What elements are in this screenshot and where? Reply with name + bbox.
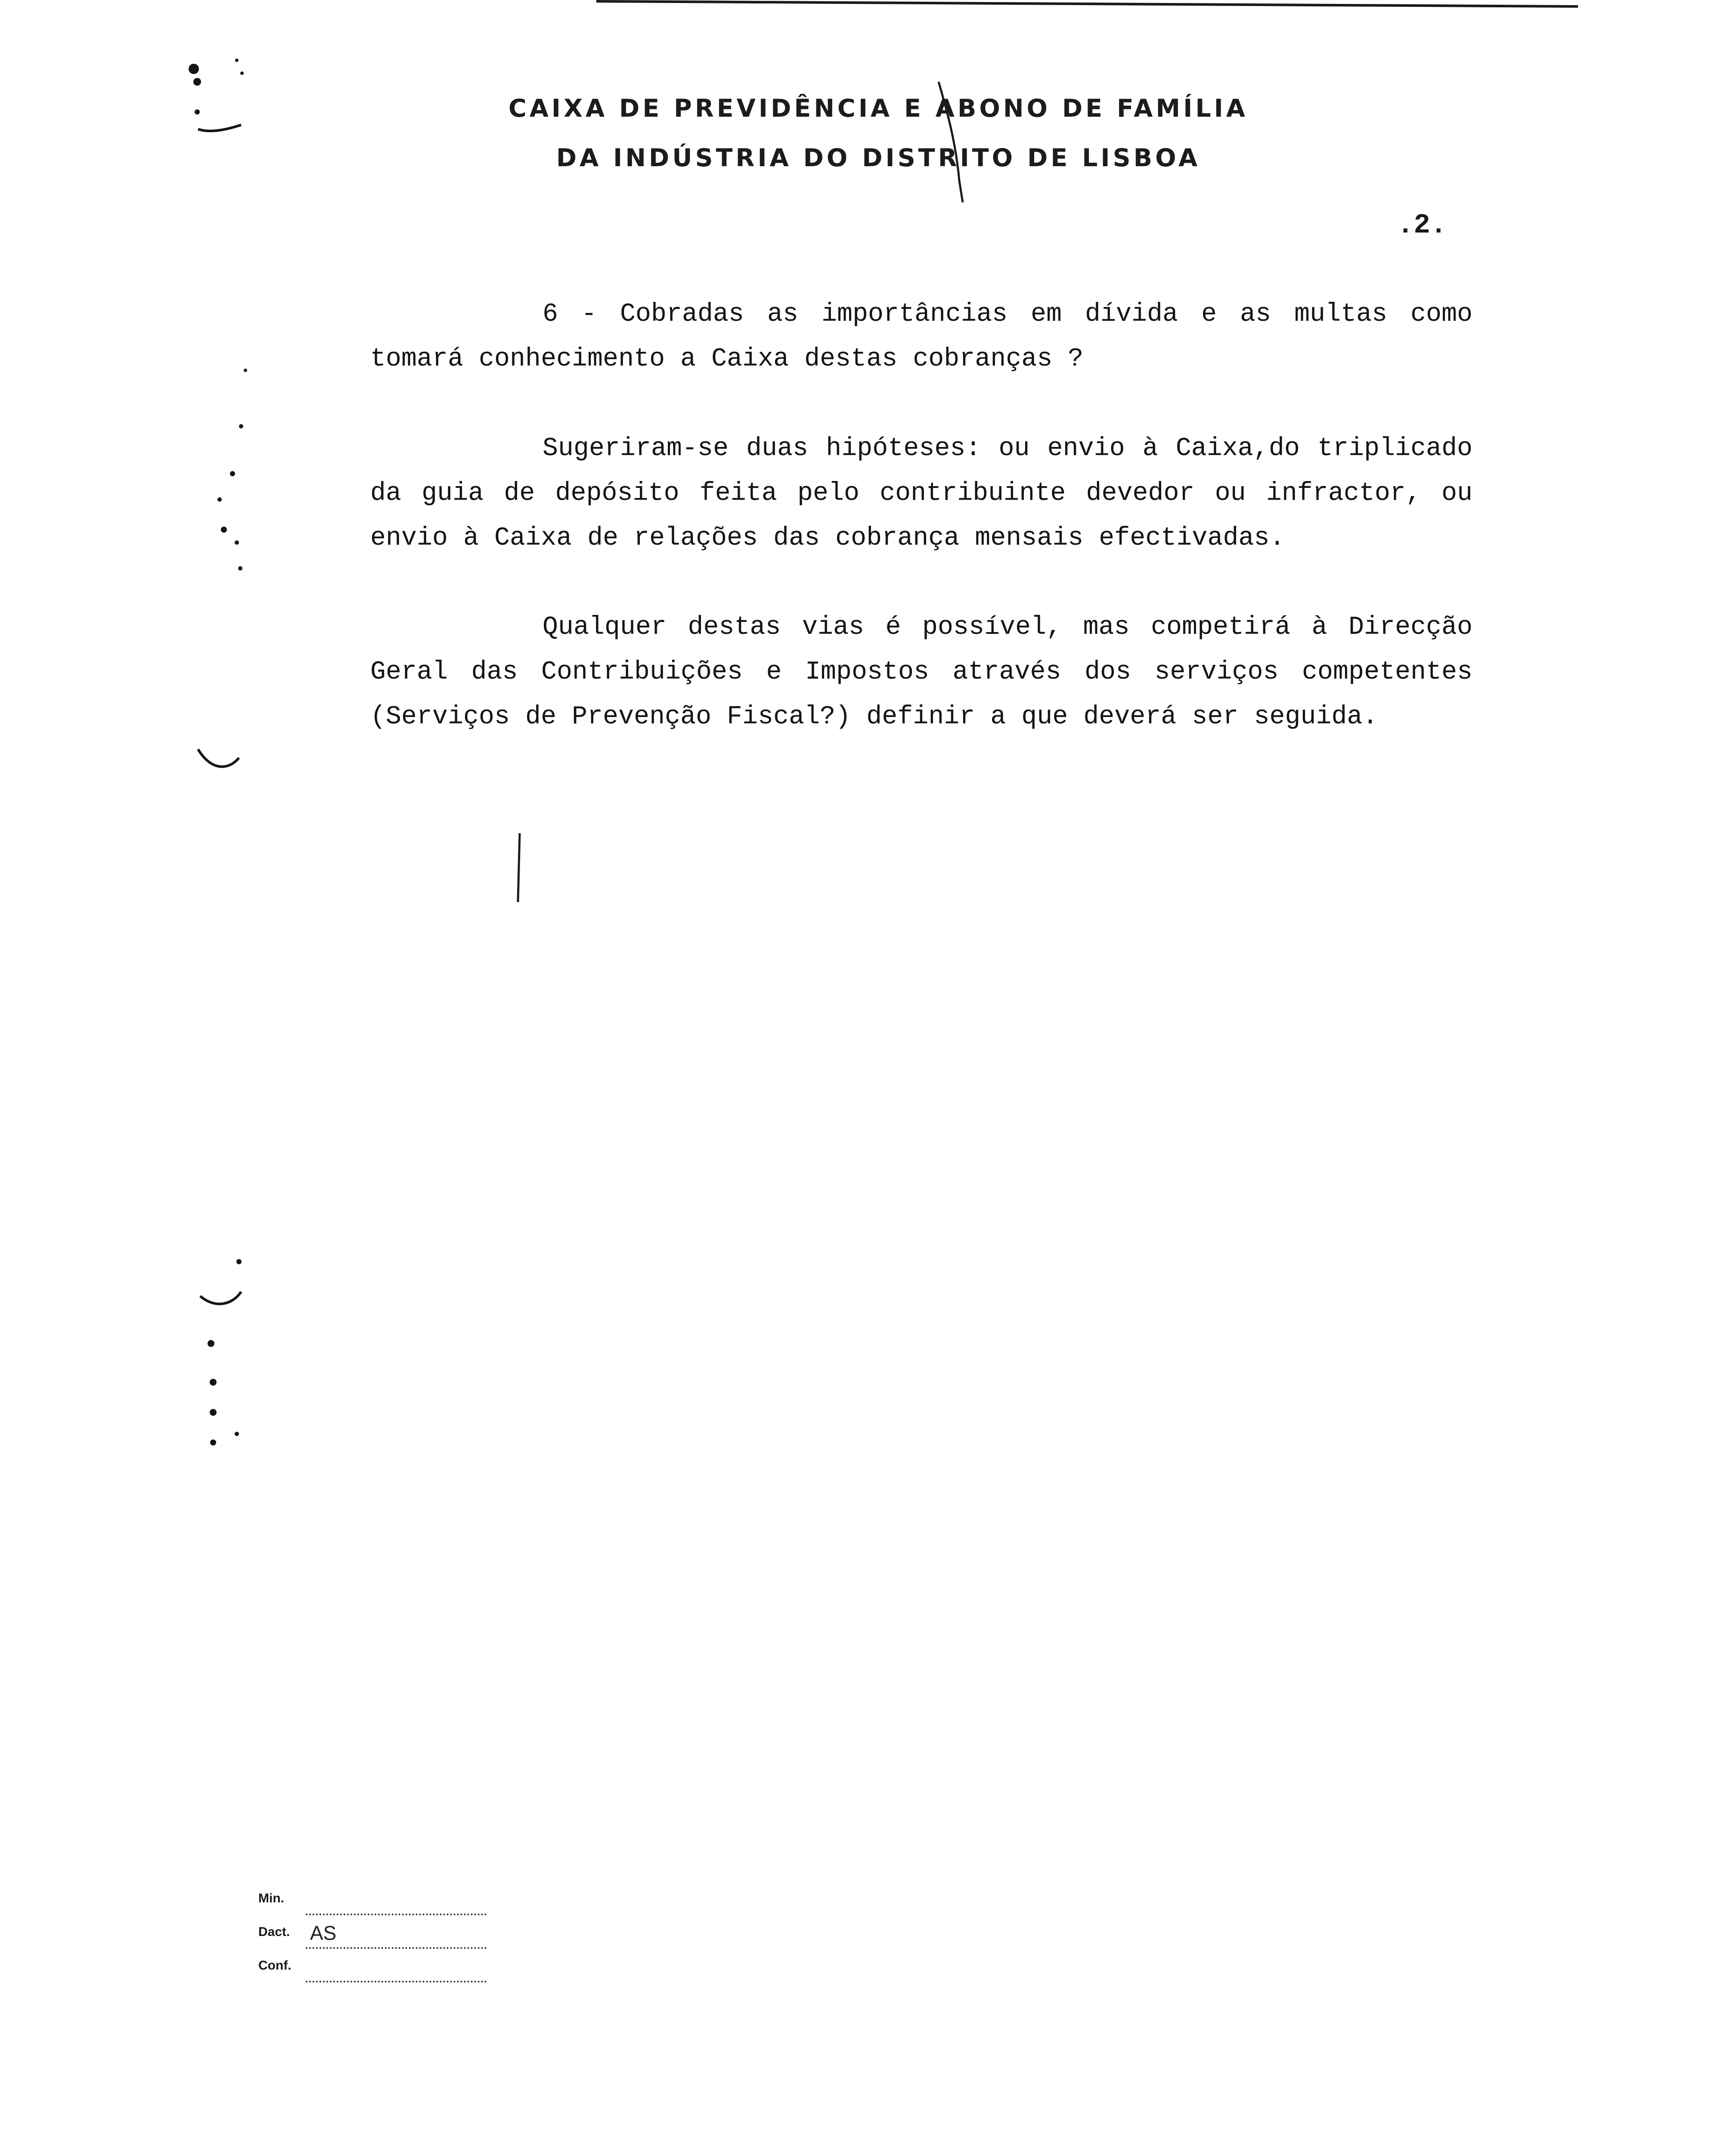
- stamp-row-min: [258, 1882, 487, 1915]
- paragraph-2: Sugeriram-se duas hipóteses: ou envio à Caixa,do triplicado da guia de depósito feita pelo contribuinte devedor ou infractor, ou envio à Caixa de relações das cobrança mensais efectivadas.: [370, 434, 1472, 553]
- stamp-row-dact: [258, 1915, 487, 1949]
- letterhead-line-1: CAIXA DE PREVIDÊNCIA E ABONO DE FAMÍLIA: [508, 94, 1248, 123]
- pen-stroke-mark: [934, 78, 973, 207]
- paragraph-1: 6 - Cobradas as importâncias em dívida e as multas como tomará conhecimento a Caixa destas cobranças ?: [370, 300, 1472, 374]
- scan-margin-marks: [172, 43, 301, 1507]
- stamp-min-label: Min.: [258, 1891, 284, 1905]
- letterhead-line-2: DA INDÚSTRIA DO DISTRITO DE LISBOA: [556, 144, 1201, 172]
- letterhead: [448, 84, 1309, 183]
- routing-stamp: [258, 1882, 487, 1982]
- stamp-min-field: [306, 1899, 487, 1915]
- stamp-conf-label: Conf.: [258, 1958, 291, 1973]
- stamp-dact-field: [306, 1922, 487, 1949]
- stamp-conf-field: [306, 1966, 487, 1982]
- top-border-line: [596, 0, 1578, 8]
- stamp-row-conf: [258, 1949, 487, 1982]
- paragraph-3: Qualquer destas vias é possível, mas competirá à Direcção Geral das Contribuições e Impostos através dos serviços competentes (Serviços de Prevenção Fiscal?) definir a que deverá ser seguida.: [370, 613, 1472, 732]
- page-number: .2.: [1397, 210, 1447, 241]
- stamp-dact-value: AS: [310, 1922, 337, 1944]
- stamp-dact-label: Dact.: [258, 1925, 290, 1939]
- pen-vertical-mark: [515, 831, 523, 904]
